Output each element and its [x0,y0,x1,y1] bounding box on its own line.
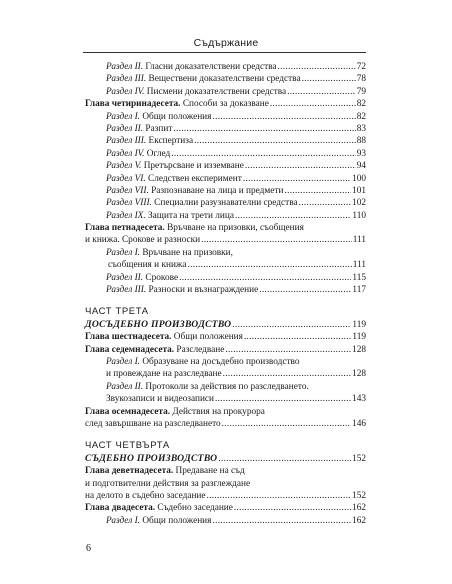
page-ref: 78 [356,74,366,85]
header-rule [83,52,366,53]
section-label: Раздел VIII. [106,198,152,209]
section-label: Раздел I. [106,356,140,367]
section-label: Раздел III. [106,285,147,296]
section-title-cont: съобщения и книжа [108,260,187,271]
toc-chapter[interactable] [85,98,366,110]
leader-dots [212,111,355,123]
leader-dots [299,197,351,209]
chapter-title-cont: след завършване на разследването [85,418,221,429]
toc-chapter-line[interactable] [85,478,366,490]
section-title: Оглед [144,148,171,159]
toc-entry[interactable] [85,185,366,197]
chapter-title: Разследване [174,344,225,355]
toc-entry[interactable] [85,111,366,123]
chapter-title: Способи за доказване [180,99,269,110]
leader-dots [243,173,351,185]
page-ref: 143 [352,394,366,405]
section-label: Раздел II. [106,381,144,392]
section-label: Раздел I. [106,111,140,122]
running-head: Съдържание [193,37,259,49]
toc-entry-line[interactable] [85,381,366,393]
toc-entry[interactable] [85,73,366,85]
leader-dots [234,502,351,514]
toc-chapter[interactable] [85,418,366,430]
section-title: Разпит [143,123,173,134]
section-label: Раздел IX. [106,210,146,221]
toc-chapter[interactable] [85,490,366,502]
leader-dots [235,210,351,222]
chapter-label: Глава двадесета. [85,503,156,514]
section-title-cont: и провеждане на разследване [106,369,222,380]
leader-dots [302,73,356,85]
leader-dots [223,368,351,380]
section-label: Раздел I. [106,515,140,526]
chapter-title: Връчване на призовки, съобщения [164,223,304,234]
table-of-contents [85,61,366,527]
part-title: СЪДЕБНО ПРОИЗВОДСТВО [85,452,218,464]
chapter-title-cont: и подготвителни действия за разглеждане [85,478,251,489]
toc-chapter-line[interactable] [85,406,366,418]
page-ref: 162 [352,515,366,526]
section-label: Раздел III. [106,136,147,147]
part-label: ЧАСТ ЧЕТВЪРТА [85,440,170,452]
toc-entry[interactable] [85,197,366,209]
leader-dots [201,234,352,246]
page-ref: 152 [352,490,366,501]
leader-dots [215,393,351,405]
page-ref: 119 [352,319,366,330]
page-ref: 82 [356,99,366,110]
toc-entry[interactable] [85,368,366,380]
leader-dots [225,344,351,356]
leader-dots [187,259,351,271]
leader-dots [259,284,351,296]
leader-dots [173,123,355,135]
page-ref: 72 [356,62,366,72]
section-title: Общи положения [140,515,212,526]
toc-chapter[interactable] [85,234,366,246]
part-title: ДОСЪДЕБНО ПРОИЗВОДСТВО [85,318,232,330]
section-label: Раздел IV. [106,86,145,97]
section-title: Срокове [143,272,179,283]
page-ref: 128 [352,369,366,380]
section-label: Раздел II. [106,62,144,72]
section-title: Гласни доказателствени средства [143,62,277,72]
page-ref: 152 [352,453,366,464]
leader-dots [284,185,351,197]
toc-part[interactable] [85,319,366,331]
section-title: Защита на трети лица [145,210,234,221]
section-label: Раздел II. [106,272,144,283]
toc-entry[interactable] [85,160,366,172]
section-title: Протоколи за действия по разследването. [143,381,309,392]
chapter-label: Глава петнадесета. [85,223,165,234]
page-ref: 101 [352,185,366,196]
page-ref: 128 [352,344,366,355]
toc-entry[interactable] [85,135,366,147]
toc-entry[interactable] [85,272,366,284]
leader-dots [212,515,351,527]
page-ref: 88 [356,136,366,147]
section-title: Специални разузнавателни средства [151,198,298,209]
section-label: Раздел V. [106,161,142,172]
chapter-label: Глава деветнадесета. [85,466,174,477]
page-ref: 94 [356,161,366,172]
section-label: Раздел VII. [106,185,149,196]
section-title: Писмени доказателствени средства [144,86,287,97]
toc-entry[interactable] [85,259,366,271]
toc-entry[interactable] [85,61,366,73]
section-label: Раздел VI. [106,173,146,184]
chapter-title: Съдебно заседание [155,503,233,514]
toc-entry[interactable] [85,173,366,185]
page-ref: 146 [352,418,366,429]
leader-dots [222,418,351,430]
toc-chapter[interactable] [85,502,366,514]
chapter-title-cont: на делото в съдебно заседание [85,490,206,501]
chapter-title: Предаване на съд [173,466,245,477]
leader-dots [218,453,351,465]
leader-dots [244,331,351,343]
section-title: Разпознаване на лица и предмети [148,185,284,196]
leader-dots [194,135,356,147]
page-ref: 115 [352,272,366,283]
page-ref: 162 [352,503,366,514]
part-label: ЧАСТ ТРЕТА [85,306,149,318]
section-title: Следствен експеримент [145,173,242,184]
section-title: Общи положения [140,111,212,122]
section-title: Веществени доказателствени средства [146,74,301,85]
toc-part[interactable] [85,453,366,465]
toc-entry[interactable] [85,148,366,160]
leader-dots [287,86,356,98]
section-label: Раздел I. [106,247,140,258]
section-title-cont: Звукозаписи и видеозаписи [106,394,215,405]
chapter-title: Общи положения [171,332,243,343]
page-ref: 110 [352,210,366,221]
toc-entry[interactable] [85,86,366,98]
toc-entry[interactable] [85,284,366,296]
chapter-title: Действия на прокурора [170,406,265,417]
leader-dots [270,98,356,110]
chapter-label: Глава шестнадесета. [85,332,172,343]
leader-dots [245,160,356,172]
toc-chapter-line[interactable] [85,222,366,234]
section-label: Раздел IV. [106,148,145,159]
toc-entry-line[interactable] [85,247,366,259]
leader-dots [171,148,355,160]
toc-chapter-line[interactable] [85,465,366,477]
section-label: Раздел II. [106,123,144,134]
page-ref: 79 [356,86,366,97]
page-ref: 119 [352,332,366,343]
section-label: Раздел III. [106,74,147,85]
page-ref: 111 [352,235,366,246]
chapter-label: Глава седемнадесета. [85,344,175,355]
toc-entry[interactable] [85,515,366,527]
leader-dots [232,319,351,331]
toc-entry-line[interactable] [85,356,366,368]
toc-entry[interactable] [85,210,366,222]
section-title: Образуване на досъдебно производство [140,356,300,367]
page-number: 6 [86,543,91,554]
section-title: Претърсване и изземване [141,161,244,172]
leader-dots [179,272,351,284]
page-ref: 82 [356,111,366,122]
chapter-label: Глава осемнадесета. [85,406,171,417]
section-title: Връчване на призовки, [140,247,233,258]
toc-chapter[interactable] [85,344,366,356]
leader-dots [278,61,356,73]
leader-dots [207,490,352,502]
chapter-label: Глава четиринадесета. [85,99,181,110]
page-ref: 111 [352,260,366,271]
toc-entry[interactable] [85,123,366,135]
page-ref: 117 [352,285,366,296]
toc-chapter[interactable] [85,331,366,343]
section-title: Експертиза [146,136,194,147]
page-ref: 100 [352,173,366,184]
toc-entry[interactable] [85,393,366,405]
page-ref: 83 [356,123,366,134]
section-title: Разноски и възнаграждение [146,285,259,296]
chapter-title-cont: и книжа. Срокове и разноски [85,235,201,246]
page-ref: 93 [356,148,366,159]
page-ref: 102 [352,198,366,209]
